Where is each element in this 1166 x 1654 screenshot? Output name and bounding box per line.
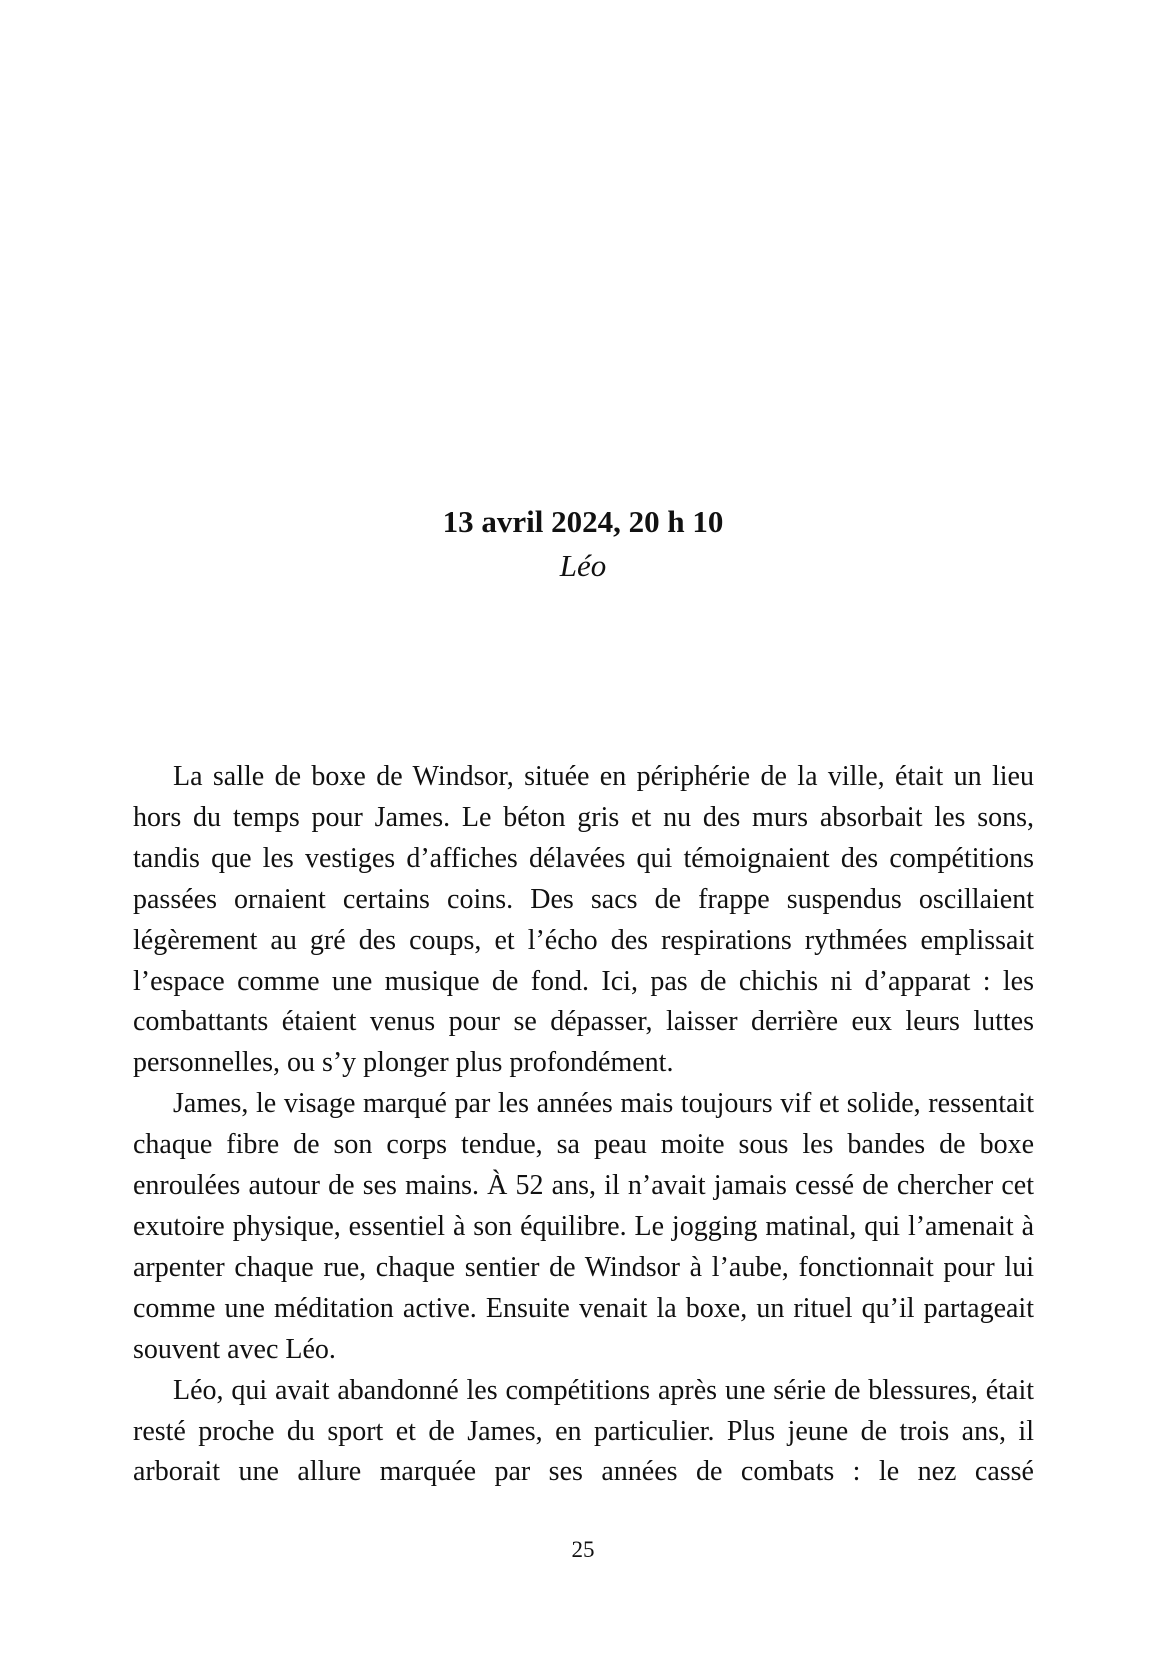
paragraph: La salle de boxe de Windsor, située en périphérie de la ville, était un lieu hors du temps pour James. Le béton gris et nu des murs absorbait les sons, tandis que les vestiges d’affiches délavées qui témoignaient des compétitions passées ornaient certains coins. Des sacs de frappe suspendus oscillaient légèrement au gré des coups, et l’écho des respirations rythmées emplissait l’espace comme une musique de fond. Ici, pas de chichis ni d’apparat : les combattants étaient venus pour se dépasser, laisser derrière eux leurs luttes personnelles, ou s’y plonger plus profondément. — [133, 761, 1034, 1079]
paragraph: Léo, qui avait abandonné les compétitions après une série de blessures, était resté proche du sport et de James, en particulier. Plus jeune de trois ans, il arborait une allure marquée par ses années de combats : le nez cassé — [133, 1374, 1034, 1488]
chapter-narrator: Léo — [559, 548, 607, 583]
chapter-date-time: 13 avril 2024, 20 h 10 — [442, 504, 724, 539]
paragraph: James, le visage marqué par les années mais toujours vif et solide, ressentait chaque fibre de son corps tendue, sa peau moite sous les bandes de boxe enroulées autour de ses mains. À 52 ans, il n’avait jamais cessé de chercher cet exutoire physique, essentiel à son équilibre. Le jogging matinal, qui l’amenait à arpenter chaque rue, chaque sentier de Windsor à l’aube, fonctionnait pour lui comme une méditation active. Ensuite venait la boxe, un rituel qu’il partageait souvent avec Léo. — [133, 1088, 1034, 1365]
chapter-heading — [0, 500, 1166, 588]
body-text — [133, 757, 1034, 1493]
page-number: 25 — [571, 1537, 595, 1562]
